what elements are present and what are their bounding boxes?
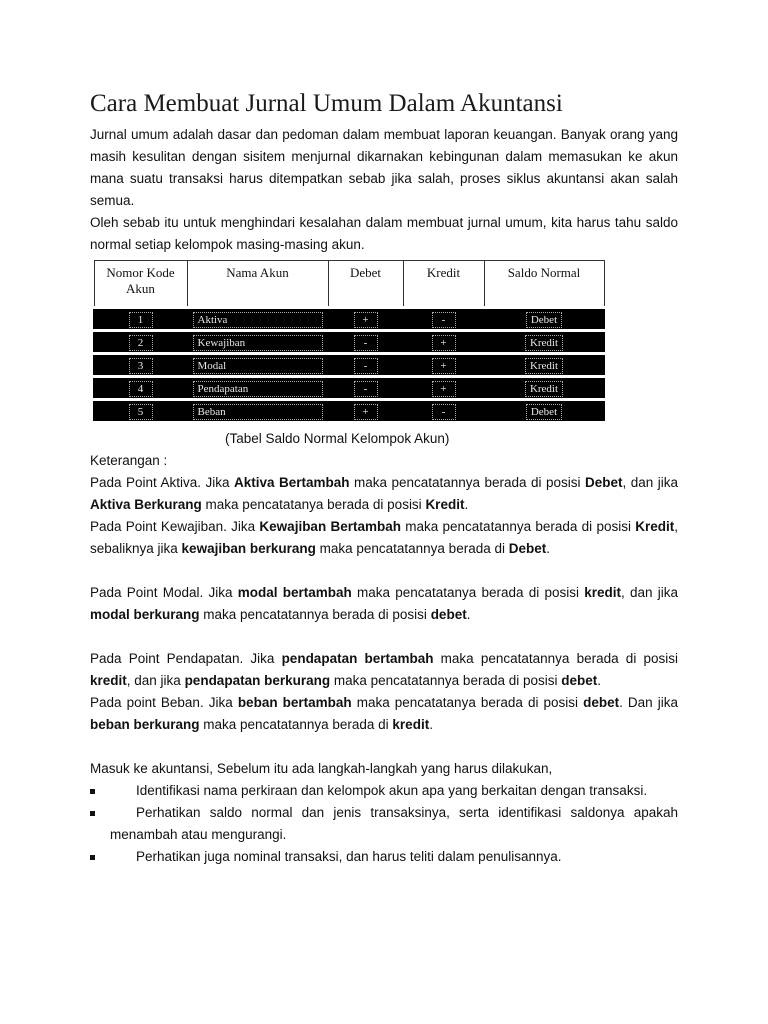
table-row [94, 331, 604, 354]
table-cell: + [354, 404, 378, 420]
table-header-nama: Nama Akun [187, 261, 328, 308]
table-cell: Debet [526, 312, 562, 328]
table-cell: + [432, 335, 456, 351]
list-item: Identifikasi nama perkiraan dan kelompok akun apa yang berkaitan dengan transaksi. [90, 780, 678, 802]
table-cell: - [354, 381, 378, 397]
intro-paragraph-2: Oleh sebab itu untuk menghindari kesalahan dalam membuat jurnal umum, kita harus tahu saldo normal setiap kelompok masing-masing akun. [90, 215, 678, 252]
table-cell: Kredit [525, 381, 563, 397]
table-header-saldo: Saldo Normal [484, 261, 604, 308]
note-aktiva: Pada Point Aktiva. Jika Aktiva Bertambah maka pencatatannya berada di posisi Debet, dan jika Aktiva Berkurang maka pencatatanya berada di posisi Kredit. [90, 475, 678, 512]
bullet-icon [90, 811, 95, 816]
table-row [94, 400, 604, 423]
table-cell: Pendapatan [193, 381, 323, 397]
table-cell: 3 [129, 358, 153, 374]
bullet-icon [90, 789, 95, 794]
table-row [94, 354, 604, 377]
table-row [94, 308, 604, 331]
table-cell: 1 [129, 312, 153, 328]
keterangan-label: Keterangan : [90, 453, 168, 468]
table-cell: Modal [193, 358, 323, 374]
spacer [90, 560, 678, 582]
steps-list [90, 780, 678, 868]
table-cell: - [354, 358, 378, 374]
document-page [90, 88, 678, 868]
note-pendapatan: Pada Point Pendapatan. Jika pendapatan bertambah maka pencatatannya berada di posisi kredit, dan jika pendapatan berkurang maka pencatatannya berada di posisi debet. [90, 651, 678, 688]
table-cell: Debet [526, 404, 562, 420]
note-kewajiban: Pada Point Kewajiban. Jika Kewajiban Bertambah maka pencatatannya berada di posisi Kredit, sebaliknya jika kewajiban berkurang maka pencatatannya berada di Debet. [90, 519, 678, 556]
table-cell: + [432, 381, 456, 397]
table-cell: Aktiva [193, 312, 323, 328]
table-cell: - [354, 335, 378, 351]
spacer [90, 626, 678, 648]
table-cell: Kredit [525, 335, 563, 351]
table-cell: Kewajiban [193, 335, 323, 351]
table-cell: - [432, 312, 456, 328]
table-header-kredit: Kredit [403, 261, 484, 308]
table-cell: + [432, 358, 456, 374]
saldo-normal-table [93, 260, 605, 424]
steps-intro: Masuk ke akuntansi, Sebelum itu ada langkah-langkah yang harus dilakukan, [90, 761, 553, 776]
table-header-debet: Debet [328, 261, 403, 308]
note-beban: Pada point Beban. Jika beban bertambah maka pencatatanya berada di posisi debet. Dan jika beban berkurang maka pencatatannya berada di kredit. [90, 695, 678, 732]
note-modal: Pada Point Modal. Jika modal bertambah maka pencatatanya berada di posisi kredit, dan jika modal berkurang maka pencatatannya berada di posisi debet. [90, 585, 678, 622]
table-cell: 2 [129, 335, 153, 351]
bullet-icon [90, 855, 95, 860]
table-caption: (Tabel Saldo Normal Kelompok Akun) [225, 431, 450, 446]
table-cell: 4 [129, 381, 153, 397]
table-cell: 5 [129, 404, 153, 420]
table-cell: + [354, 312, 378, 328]
page-title: Cara Membuat Jurnal Umum Dalam Akuntansi [90, 90, 563, 117]
intro-paragraph-1: Jurnal umum adalah dasar dan pedoman dalam membuat laporan keuangan. Banyak orang yang masih kesulitan dengan sisitem menjurnal dikarnakan kebingunan dalam memasukan ke akun mana suatu transaksi harus ditempatkan sebab jika salah, proses siklus akuntansi akan salah semua. [90, 127, 678, 208]
table-cell: - [432, 404, 456, 420]
spacer [90, 736, 678, 758]
list-item: Perhatikan saldo normal dan jenis transaksinya, serta identifikasi saldonya apakah menambah atau mengurangi. [90, 802, 678, 846]
table-cell: Beban [193, 404, 323, 420]
table-row [94, 377, 604, 400]
table-header-kode: Nomor Kode Akun [94, 261, 187, 308]
list-item: Perhatikan juga nominal transaksi, dan harus teliti dalam penulisannya. [90, 846, 678, 868]
table-cell: Kredit [525, 358, 563, 374]
